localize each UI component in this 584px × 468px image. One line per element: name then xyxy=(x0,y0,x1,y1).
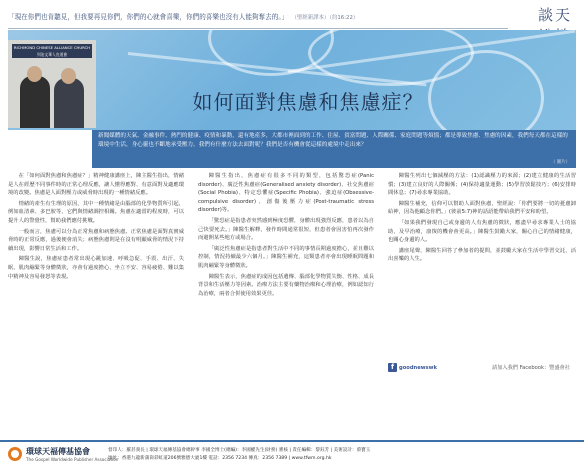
intro-box xyxy=(92,130,576,168)
publication-info xyxy=(108,447,578,462)
paragraph: 講座尾聲，陳醫生回答了參加者的提問，並鼓勵大家在生活中學習交託，活出喜樂的人生。 xyxy=(388,247,576,263)
person-figure xyxy=(54,78,84,128)
scripture-quote-bar xyxy=(8,6,508,29)
intro-text: 新聞媒體的天氣、金融事件、熱門的健康、疫情和暴動，還有地產多，大都市裡面到的工作、住屋、貧富問題、人際關係、家庭問題等煩惱；都是導致焦慮、焦慮的因素，我們每天都在這樣的環境中生活，身心靈也不斷地承受壓力。我們有什麼方法去面對呢？我們是否有機會從這樣的處境中走出來？ xyxy=(98,133,568,148)
facebook-page-name[interactable]: goodnewswk xyxy=(399,365,437,371)
paragraph: 「如果我們發現自己或身邊的人有焦慮的徵狀，應盡早尋求專業人士的協助，及早治療，康復的機會會更高。」陳醫生鼓勵大家，關心自己的情緒健康，也關心身邊的人。 xyxy=(388,219,576,244)
column-brand xyxy=(530,4,580,30)
photo-credit: （ 圖片） xyxy=(551,160,570,165)
publication-info-line: 督印人：羅甚義長 | 環球天福傳基協會總幹事 李國全博士(總編)：李國權先生(財務) 審核 | 責任編輯：黎鈺芳 | 美術設計：蔡寶玉 xyxy=(108,448,371,453)
scripture-source: （聖經新譯本）（約16:22） xyxy=(294,15,359,21)
paragraph: 陳醫生表示，焦慮症的成因包括遺傳、腦部化學物質失衡、性格、成長背景和生活壓力等因素。治療方法主要有藥物治療和心理治療，例如認知行為治療，兩者合併使用效果更佳。 xyxy=(198,273,374,297)
organization-name: 環球天福傳基協會 xyxy=(26,447,90,456)
facebook-promo xyxy=(388,362,576,374)
paragraph: 陳醫生指出，焦慮症有很多不同的類型，包括驚恐症(Panic disorder)、廣泛性焦慮症(Generalised anxiety disorder)、社交焦慮症(Social Phobia)、特定恐懼症(Specific Phobia)、強迫症(Obsessive-compulsive disorder)、創傷後壓力症(Post-traumatic stress disorder)等。 xyxy=(198,173,374,214)
publication-info-line: 地址：香港九龍新蒲崗彩虹道206號雅德大廈1樓 電話：2356 7234 傳真：2356 7389 | www.tfwm.org.hk xyxy=(108,455,332,461)
facebook-join-link[interactable]: 請加入我們 Facebook：豐盛會社 xyxy=(492,365,570,371)
column-brand-text: 談天 xyxy=(537,6,572,24)
paragraph: 陳醫生說，焦慮症患者常出現心跳加速、呼吸急促、手震、出汗、失眠、肌肉繃緊等身體徵狀，亦會有過度擔心、坐立不安、容易疲倦、難以集中精神及容易發怒等表現。 xyxy=(8,256,184,280)
person-figure xyxy=(20,76,50,128)
paragraph: 一般而言，焦慮可以分為正常焦慮和病態焦慮。正常焦慮是面對真實威脅時的正常反應，過後便會消失；病態焦慮則是在沒有明顯威脅的情況下持續出現，影響日常生活和工作。 xyxy=(8,228,184,252)
paragraph: 「驚恐症是指患者突然感到極度恐懼，身體出現強烈反應，患者以為自己快要死去。」陳醫生解釋，發作時間通常很短，但患者會因害怕再次發作而避開某些地方或場合。 xyxy=(198,217,374,242)
paragraph: 陳醫生列出七個減壓的方法：(1)認識壓力的來源；(2)建立健康的生活習慣；(3)建立良好的人際關係；(4)保持適量運動；(5)學習放鬆技巧；(6)安排時間休息；(7)尋求專業協助。 xyxy=(388,173,576,197)
person-head xyxy=(27,66,42,82)
person-head xyxy=(61,68,76,84)
article-column-2 xyxy=(198,172,374,412)
article-title: 如何面對焦慮和焦慮症？ xyxy=(192,90,424,114)
publisher-footer xyxy=(0,440,584,468)
article-column-1 xyxy=(8,172,184,412)
church-sign: RICHMOND CHINESE ALLIANCE CHURCH 列治文華人宣道會 xyxy=(13,45,91,57)
organization-logo-icon xyxy=(8,447,22,461)
paragraph: 情緒的產生有生理的原因，其中一種情緒是由腦部的化學物質所引起，例如血清素、多巴胺等，它們與情緒調控相關。焦慮在適當的程度時，可以提升人的警覺性，幫助我們應付挑戰。 xyxy=(8,200,184,224)
paragraph: 在「如何面對焦慮和焦慮症？」精神健康講座上，陳主醫生指出，情緒是人在經歷不同事件時的正常心理反應，讓人懂得應對、有意面對及適應環境的改變。焦慮是人面對壓力或威脅時出現的一種情緒反應。 xyxy=(8,173,184,197)
organization-name-english: The Gospel Worldwide Publisher Association xyxy=(26,457,119,462)
speaker-photo xyxy=(8,40,96,128)
scripture-quote: 「現在你們也肯聽見，但我要再見你們，你們的心就會喜樂，你們的喜樂也沒有人能夠奪去的。」 xyxy=(8,13,289,21)
paragraph: 陳醫生補充，信仰可以幫助人面對焦慮，聖經說：「你們要將一切的憂慮卸給神，因為他顧念你們。」(彼前5:7)神的話語能帶給我們平安和盼望。 xyxy=(388,200,576,216)
facebook-icon[interactable]: f xyxy=(388,363,397,372)
paragraph: 「廣泛性焦慮症是指患者對生活中不同的事情長期過度擔心，並且難以控制，情況持續最少六個月。」陳醫生補充，這類患者亦會出現睡眠問題和肌肉繃緊等身體徵狀。 xyxy=(198,245,374,269)
article-column-3 xyxy=(388,172,576,358)
